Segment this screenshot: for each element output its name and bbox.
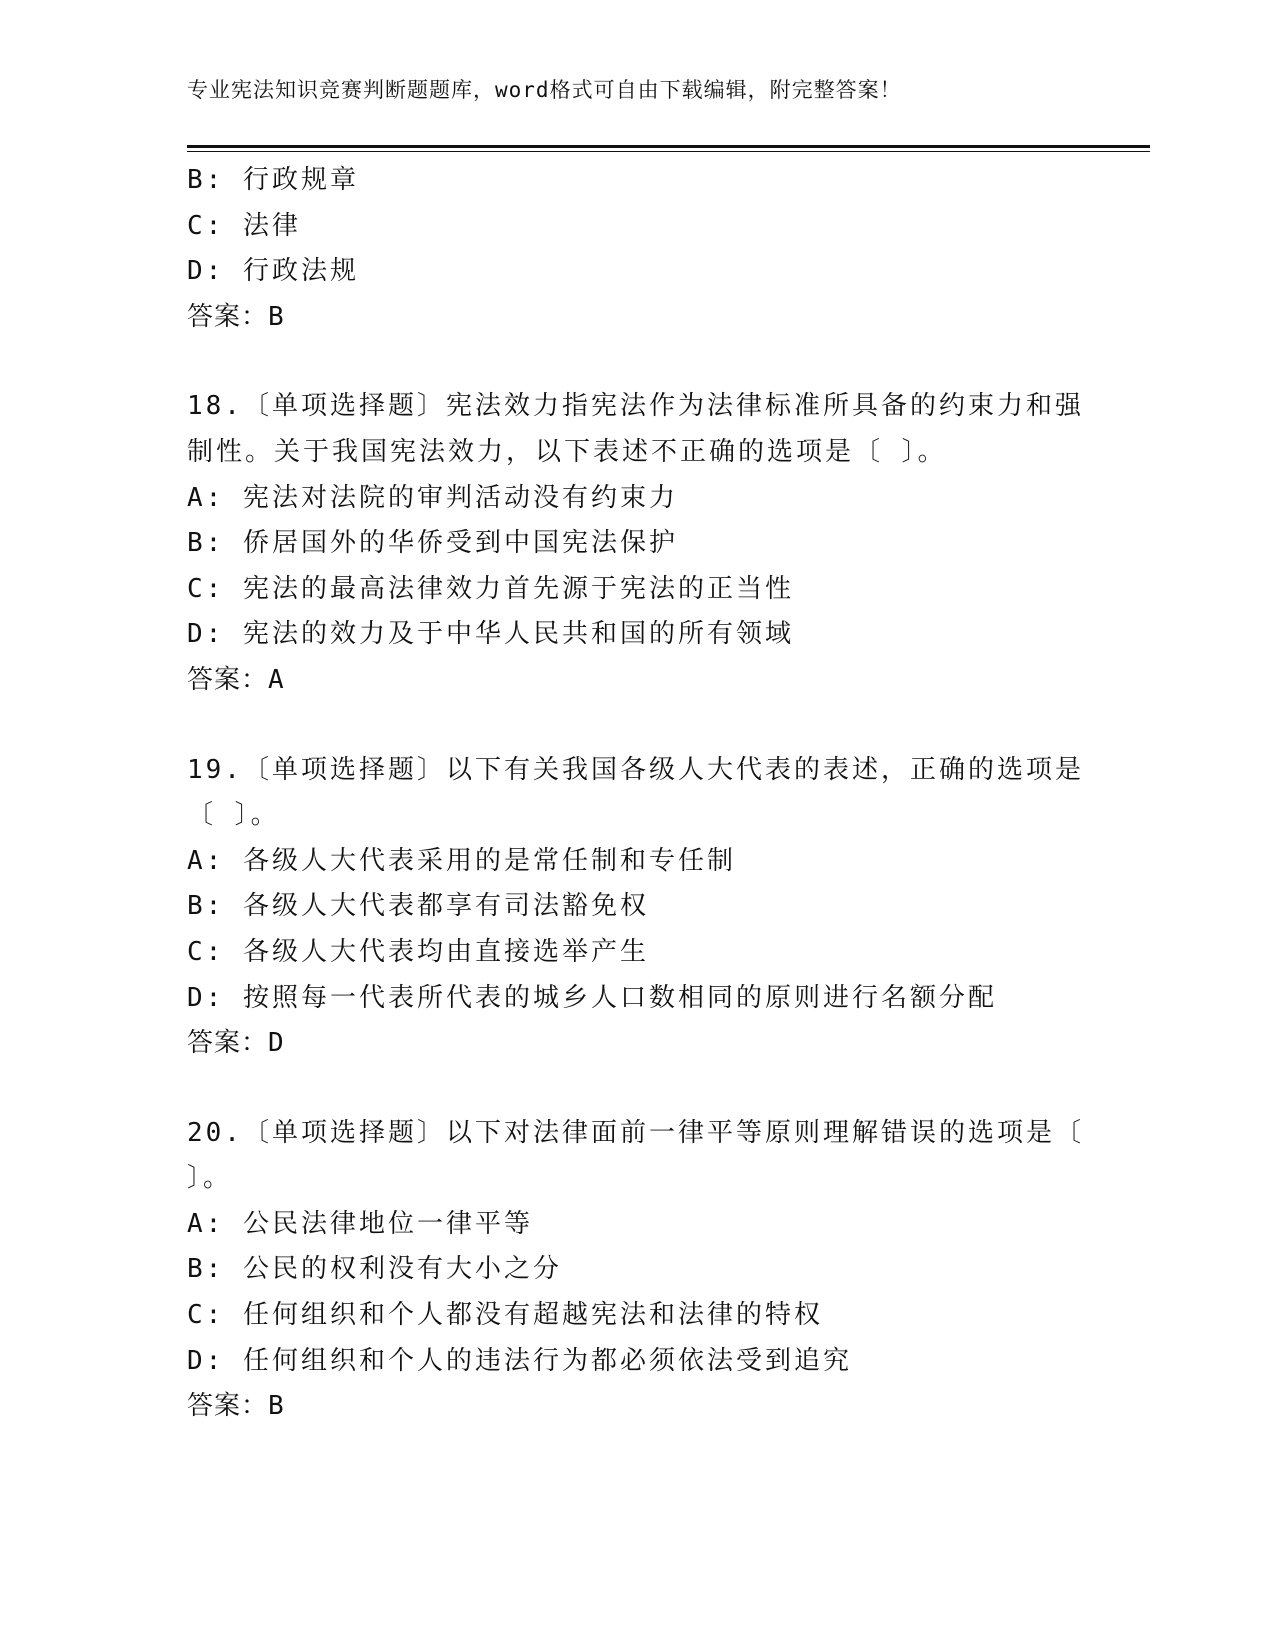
question-stem: 〕。: [187, 1163, 233, 1194]
option-c: C: 各级人大代表均由直接选举产生: [187, 936, 649, 967]
answer-line: 答案：B: [187, 301, 285, 332]
page-header: 专业宪法知识竞赛判断题题库，word格式可自由下载编辑，附完整答案！: [187, 78, 902, 102]
option-d: D: 任何组织和个人的违法行为都必须依法受到追究: [187, 1345, 852, 1376]
question-stem: 〔 〕。: [187, 800, 280, 831]
option-a: A: 公民法律地位一律平等: [187, 1208, 533, 1239]
answer-line: 答案：B: [187, 1391, 285, 1422]
option-d: D: 行政法规: [187, 256, 359, 287]
option-a: A: 各级人大代表采用的是常任制和专任制: [187, 845, 736, 876]
question-stem: 20.〔单项选择题〕以下对法律面前一律平等原则理解错误的选项是〔: [187, 1117, 1084, 1148]
option-b: B: 侨居国外的华侨受到中国宪法保护: [187, 528, 678, 559]
question-list: [187, 158, 1087, 1430]
option-b: B: 公民的权利没有大小之分: [187, 1254, 562, 1285]
question-18: [187, 384, 1087, 703]
option-d: D: 按照每一代表所代表的城乡人口数相同的原则进行名额分配: [187, 982, 997, 1013]
question-stem: 18.〔单项选择题〕宪法效力指宪法作为法律标准所具备的约束力和强: [187, 391, 1084, 422]
answer-line: 答案：D: [187, 1028, 285, 1059]
question-20: [187, 1111, 1087, 1430]
question-19: [187, 748, 1087, 1067]
option-b: B: 各级人大代表都享有司法豁免权: [187, 891, 649, 922]
question-17-tail: [187, 158, 1087, 340]
option-a: A: 宪法对法院的审判活动没有约束力: [187, 482, 678, 513]
question-stem: 制性。关于我国宪法效力，以下表述不正确的选项是〔 〕。: [187, 436, 947, 467]
header-rule-thick: [187, 145, 1150, 148]
option-c: C: 宪法的最高法律效力首先源于宪法的正当性: [187, 573, 794, 604]
option-c: C: 法律: [187, 210, 301, 241]
option-d: D: 宪法的效力及于中华人民共和国的所有领域: [187, 619, 794, 650]
header-rule-thin: [187, 151, 1150, 152]
option-b: B: 行政规章: [187, 165, 359, 195]
question-stem: 19.〔单项选择题〕以下有关我国各级人大代表的表述，正确的选项是: [187, 754, 1084, 785]
option-c: C: 任何组织和个人都没有超越宪法和法律的特权: [187, 1300, 823, 1331]
answer-line: 答案：A: [187, 664, 285, 695]
